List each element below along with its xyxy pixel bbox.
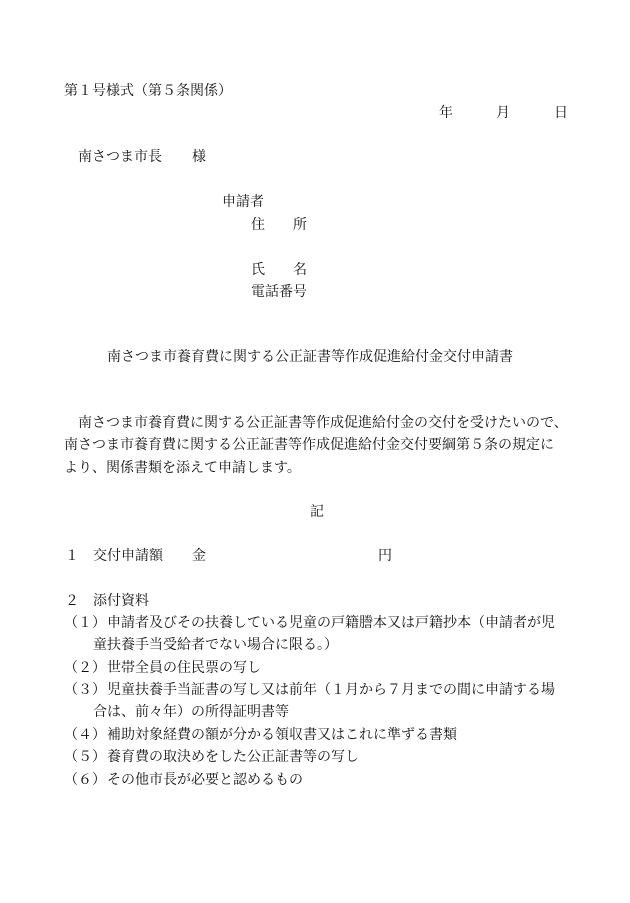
item1-unit: 円 <box>378 548 392 564</box>
applicant-phone-label: 電話番号 <box>251 284 307 300</box>
date-month-label: 月 <box>496 105 510 121</box>
addressee-honorific: 様 <box>192 149 206 165</box>
doc-1-number: （１） <box>64 615 106 631</box>
doc-1-line-2: 童扶養手当受給者でない場合に限る。） <box>93 637 338 653</box>
doc-3-line-2: 合は、前々年）の所得証明書等 <box>93 704 289 720</box>
applicant-address-label: 住 所 <box>251 217 307 233</box>
doc-6-line-1: その他市長が必要と認めるもの <box>107 772 303 788</box>
doc-2-line-1: 世帯全員の住民票の写し <box>107 660 261 676</box>
doc-5-line-1: 養育費の取決めをした公正証書等の写し <box>107 749 359 765</box>
doc-4-line-1: 補助対象経費の額が分かる領収書又はこれに準ずる書類 <box>107 727 457 743</box>
item1-currency-prefix: 金 <box>192 548 206 564</box>
doc-2-number: （２） <box>64 660 106 676</box>
applicant-name-label: 氏 名 <box>251 262 307 278</box>
body-line-3: より、関係書類を添えて申請します。 <box>64 460 301 476</box>
body-line-2: 南さつま市養育費に関する公正証書等作成促進給付金交付要綱第５条の規定に <box>64 437 554 453</box>
document-title: 南さつま市養育費に関する公正証書等作成促進給付金交付申請書 <box>107 349 513 365</box>
doc-1-line-1: 申請者及びその扶養している児童の戸籍謄本又は戸籍抄本（申請者が児 <box>107 615 555 631</box>
doc-6-number: （６） <box>64 772 106 788</box>
applicant-heading: 申請者 <box>222 194 264 210</box>
item2-heading: ２ 添付資料 <box>65 593 149 609</box>
addressee-name: 南さつま市長 <box>78 149 162 165</box>
ki-mark: 記 <box>310 504 324 520</box>
item1-number: １ <box>65 548 79 564</box>
body-line-1: 南さつま市養育費に関する公正証書等作成促進給付金の交付を受けたいので、 <box>78 415 568 431</box>
item1-label: 交付申請額 <box>93 548 163 564</box>
doc-5-number: （５） <box>64 749 106 765</box>
doc-3-number: （３） <box>64 682 106 698</box>
doc-4-number: （４） <box>64 727 106 743</box>
doc-3-line-1: 児童扶養手当証書の写し又は前年（１月から７月までの間に申請する場 <box>107 682 555 698</box>
date-day-label: 日 <box>554 105 568 121</box>
date-year-label: 年 <box>439 105 453 121</box>
form-number: 第１号様式（第５条関係） <box>64 83 232 99</box>
